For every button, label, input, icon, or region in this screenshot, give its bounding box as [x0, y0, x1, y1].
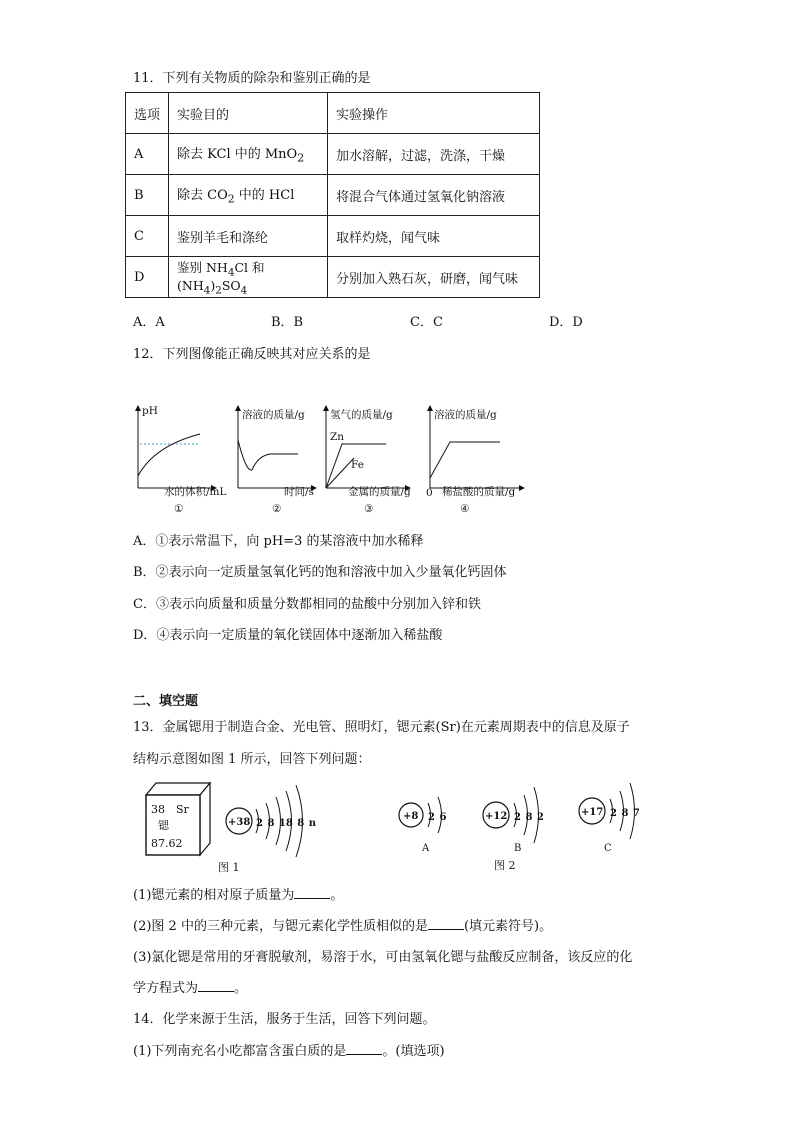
- q13-figures: [140, 765, 660, 875]
- fig2-caption: 图 2: [494, 859, 516, 872]
- fig1-caption: 图 1: [218, 861, 240, 874]
- atom-label: A: [422, 843, 430, 854]
- graph-3-ylabel: 氢气的质量/g: [330, 409, 393, 421]
- q11-choice-a: A．A: [133, 315, 165, 330]
- graph-3-zn-label: Zn: [330, 431, 345, 443]
- atom-diagram-a: [399, 797, 446, 854]
- graph-1-ylabel: pH: [142, 405, 158, 417]
- q14-stem: 14．化学来源于生活，服务于生活，回答下列问题。: [133, 1012, 436, 1027]
- q13-sub1: (1)锶元素的相对原子质量为 。: [133, 888, 344, 903]
- table-cell-purpose: 鉴别 $NH_4Cl$ 和$(NH_4)_2SO_4$: [169, 257, 328, 298]
- q12-option-c: C．③表示向质量和质量分数都相同的盐酸中分别加入锌和铁: [133, 597, 481, 612]
- graph-2: [238, 406, 316, 515]
- atom-nucleus: +38: [228, 817, 251, 828]
- graph-1-xlabel: 水的体积/mL: [164, 486, 227, 498]
- graph-4: [426, 406, 524, 515]
- graph-4-curve: [430, 442, 500, 478]
- graph-1-number: ①: [174, 503, 184, 515]
- graph-3: [326, 406, 411, 515]
- q12-graphs: [128, 400, 538, 518]
- atom-label: C: [604, 843, 612, 854]
- graph-1-curve: [138, 434, 200, 476]
- atom-label: B: [514, 843, 522, 854]
- graph-4-ylabel: 溶液的质量/g: [434, 409, 497, 421]
- graph-3-number: ③: [364, 503, 374, 515]
- graph-3-fe-label: Fe: [351, 459, 364, 471]
- atom-diagram-c: [579, 783, 640, 854]
- atom-diagram-sr: [226, 785, 317, 857]
- element-mass: 87.62: [151, 837, 183, 850]
- table-header-cell: 实验操作: [328, 93, 540, 134]
- graph-3-xlabel: 金属的质量/g: [348, 486, 411, 498]
- answer-blank[interactable]: [346, 1042, 382, 1055]
- atom-nucleus: +12: [485, 811, 508, 822]
- q13-sub2: (2)图 2 中的三种元素，与锶元素化学性质相似的是 (填元素符号)。: [133, 919, 553, 934]
- table-cell-purpose: 鉴别羊毛和涤纶: [169, 216, 328, 257]
- table-header-cell: 实验目的: [169, 93, 328, 134]
- graph-1: [138, 405, 226, 515]
- graph-3-fe-line: [326, 458, 354, 488]
- q11-table: [125, 92, 540, 298]
- section-title: 二、填空题: [133, 694, 199, 709]
- atom-shells: 2 8 2: [514, 812, 544, 823]
- table-header-row: [126, 93, 540, 134]
- q13-stem-line2: 结构示意图如图 1 所示，回答下列问题：: [133, 752, 371, 767]
- graph-4-origin: 0: [426, 487, 433, 499]
- table-row: [126, 134, 540, 175]
- q11-choice-b: B．B: [271, 315, 304, 330]
- graph-4-number: ④: [460, 503, 470, 515]
- table-row: [126, 257, 540, 298]
- answer-blank[interactable]: [294, 886, 330, 899]
- graph-4-xlabel: 稀盐酸的质量/g: [442, 486, 516, 498]
- table-cell-option: B: [126, 175, 169, 216]
- element-cell-sr: [146, 783, 210, 855]
- q11-stem: 11．下列有关物质的除杂和鉴别正确的是: [133, 71, 371, 86]
- table-header-cell: 选项: [126, 93, 169, 134]
- q12-option-d: D．④表示向一定质量的氧化镁固体中逐渐加入稀盐酸: [133, 628, 443, 643]
- graph-2-curve: [238, 440, 298, 470]
- graph-2-number: ②: [272, 503, 282, 515]
- table-cell-option: C: [126, 216, 169, 257]
- table-cell-option: D: [126, 257, 169, 298]
- table-cell-purpose: 除去 KCl 中的 MnO$_2$: [169, 134, 328, 175]
- element-symbol: Sr: [176, 803, 189, 816]
- element-number: 38: [151, 803, 165, 816]
- table-row: [126, 175, 540, 216]
- atom-shells: 2 8 7: [610, 808, 640, 819]
- answer-blank[interactable]: [428, 917, 464, 930]
- graph-2-ylabel: 溶液的质量/g: [242, 409, 305, 421]
- answer-blank[interactable]: [198, 979, 234, 992]
- atom-shells: 2 8 18 8 n: [256, 818, 316, 829]
- table-cell-operation: 分别加入熟石灰，研磨，闻气味: [328, 257, 540, 298]
- table-cell-option: A: [126, 134, 169, 175]
- atom-shells: 2 6: [428, 812, 447, 823]
- element-name: 锶: [158, 819, 169, 832]
- atom-diagram-b: [483, 787, 544, 854]
- q13-sub3-line2: 学方程式为 。: [133, 981, 248, 996]
- q12-stem: 12．下列图像能正确反映其对应关系的是: [133, 347, 371, 362]
- table-cell-operation: 加水溶解，过滤，洗涤，干燥: [328, 134, 540, 175]
- q13-stem-line1: 13．金属锶用于制造合金、光电管、照明灯，锶元素(Sr)在元素周期表中的信息及原子: [133, 720, 630, 735]
- table-cell-purpose: 除去 $CO_2$ 中的 HCl: [169, 175, 328, 216]
- table-cell-operation: 取样灼烧，闻气味: [328, 216, 540, 257]
- graph-2-xlabel: 时间/s: [284, 486, 314, 498]
- table-cell-operation: 将混合气体通过氢氧化钠溶液: [328, 175, 540, 216]
- atom-nucleus: +17: [581, 807, 604, 818]
- q14-sub1: (1)下列南充名小吃都富含蛋白质的是 。(填选项): [133, 1044, 445, 1059]
- table-row: [126, 216, 540, 257]
- q12-option-b: B．②表示向一定质量氢氧化钙的饱和溶液中加入少量氧化钙固体: [133, 565, 507, 580]
- q11-choice-d: D．D: [549, 315, 583, 330]
- q12-option-a: A．①表示常温下，向 pH=3 的某溶液中加水稀释: [133, 534, 424, 549]
- atom-nucleus: +8: [403, 811, 419, 822]
- q11-choice-c: C．C: [410, 315, 443, 330]
- q13-sub3-line1: (3)氯化锶是常用的牙膏脱敏剂，易溶于水，可由氢氧化锶与盐酸反应制备，该反应的化: [133, 950, 633, 965]
